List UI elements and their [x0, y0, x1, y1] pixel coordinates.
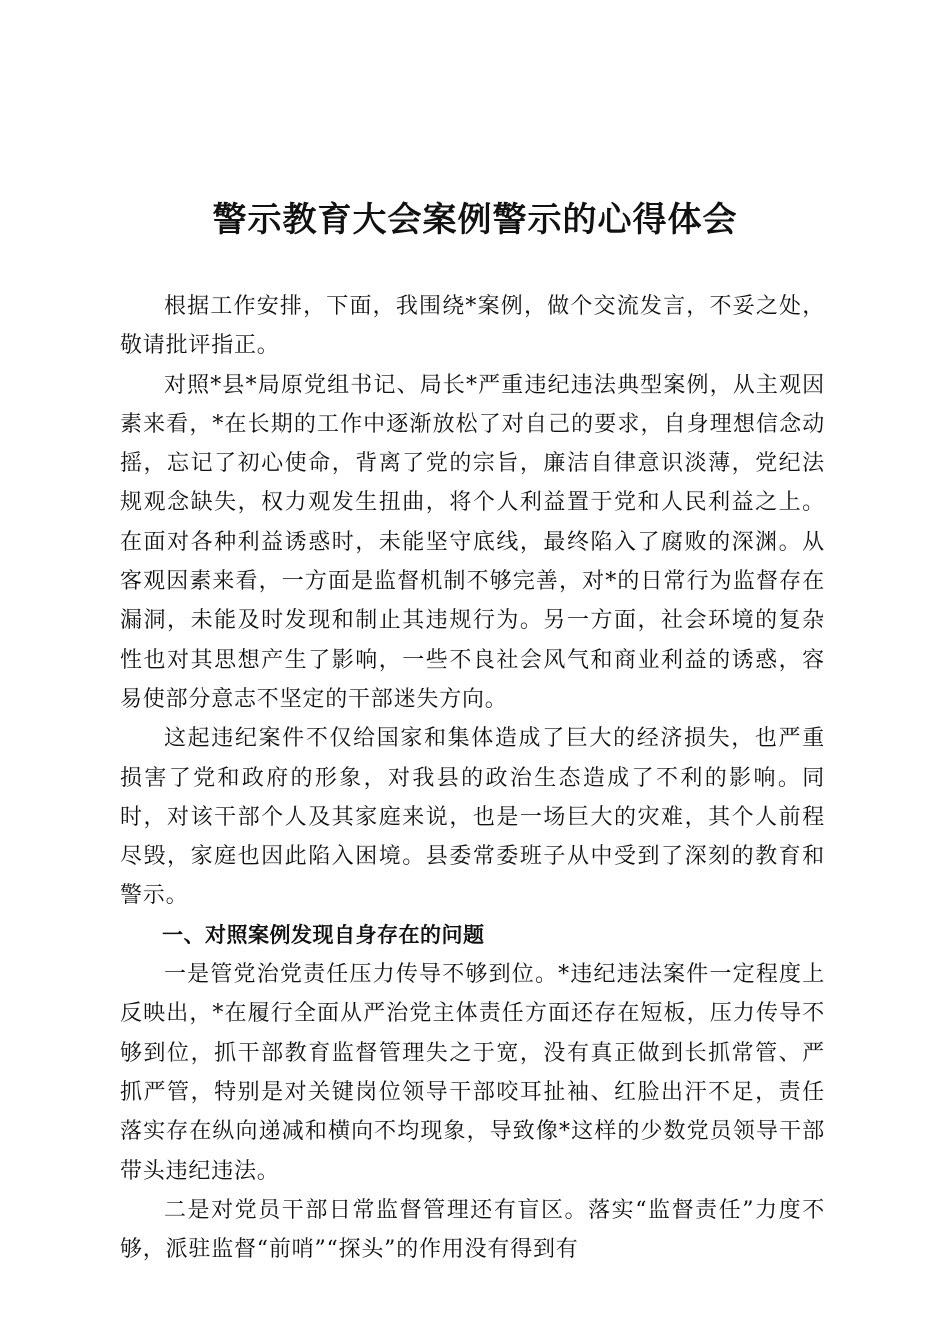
- document-body: [120, 287, 825, 1269]
- body-paragraph: 根据工作安排，下面，我围绕*案例，做个交流发言，不妥之处，敬请批评指正。: [120, 294, 825, 359]
- section-heading: 一、对照案例发现自身存在的问题: [162, 922, 485, 947]
- body-paragraph: 一是管党治党责任压力传导不够到位。*违纪违法案件一定程度上反映出，*在履行全面从严治党主体责任方面还存在短板，压力传导不够到位，抓干部教育监督管理失之于宽，没有真正做到长抓常管、严抓严管，特别是对关键岗位领导干部咬耳扯袖、红脸出汗不足，责任落实存在纵向递减和横向不均现象，导致像*这样的少数党员领导干部带头违纪违法。: [120, 962, 825, 1184]
- body-paragraph: 对照*县*局原党组书记、局长*严重违纪违法典型案例，从主观因素来看，*在长期的工作中逐渐放松了对自己的要求，自身理想信念动摇，忘记了初心使命，背离了党的宗旨，廉洁自律意识淡薄，党纪法规观念缺失，权力观发生扭曲，将个人利益置于党和人民利益之上。在面对各种利益诱惑时，未能坚守底线，最终陷入了腐败的深渊。从客观因素来看，一方面是监督机制不够完善，对*的日常行为监督存在漏洞，未能及时发现和制止其违规行为。另一方面，社会环境的复杂性也对其思想产生了影响，一些不良社会风气和商业利益的诱惑，容易使部分意志不坚定的干部迷失方向。: [120, 372, 825, 712]
- body-paragraph: 这起违纪案件不仅给国家和集体造成了巨大的经济损失，也严重损害了党和政府的形象，对我县的政治生态造成了不利的影响。同时，对该干部个人及其家庭来说，也是一场巨大的灾难，其个人前程尽毁，家庭也因此陷入困境。县委常委班子从中受到了深刻的教育和警示。: [120, 726, 825, 909]
- body-paragraph: 二是对党员干部日常监督管理还有盲区。落实“监督责任”力度不够，派驻监督“前哨”“探头”的作用没有得到有: [120, 1197, 825, 1263]
- document-title: 警示教育大会案例警示的心得体会: [212, 200, 738, 240]
